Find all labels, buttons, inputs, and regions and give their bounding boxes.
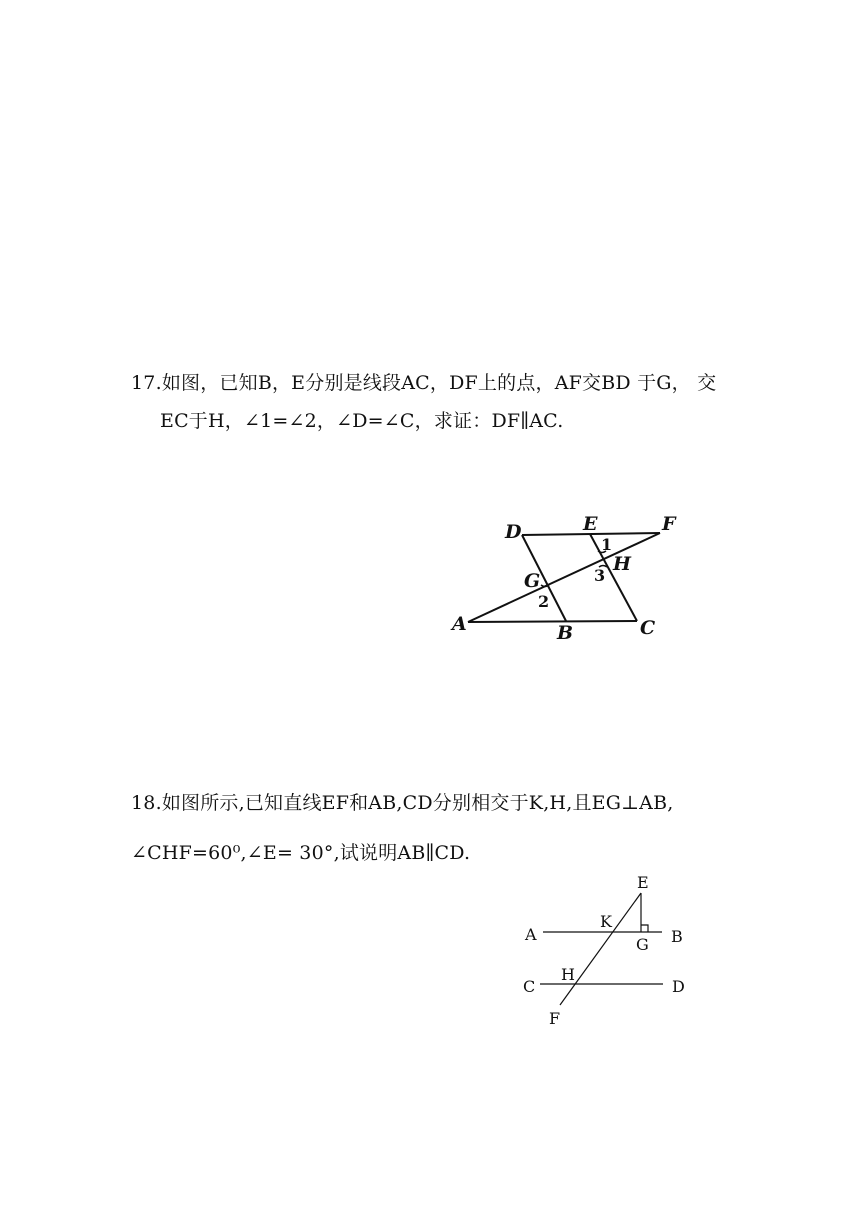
right-angle-mark (641, 925, 648, 932)
point-label-g: G (524, 570, 541, 592)
point-label-c: C (523, 977, 536, 996)
angle-label-1: 1 (601, 535, 613, 554)
point-label-h: H (561, 965, 575, 984)
point-label-b: B (671, 927, 683, 946)
point-label-e: E (583, 513, 598, 535)
question-18-text-line-2: ∠CHF=60⁰,∠E= 30°,试说明AB∥CD. (131, 842, 471, 864)
line-ef (560, 893, 641, 1005)
point-label-f: F (662, 513, 676, 535)
point-label-h: H (613, 553, 631, 575)
angle-label-3: 3 (594, 566, 606, 585)
point-label-a: A (452, 613, 467, 635)
question-17-figure (440, 505, 690, 645)
point-label-d: D (505, 521, 522, 543)
question-17-text-line-2: EC于H，∠1=∠2，∠D=∠C，求证：DF∥AC. (160, 410, 564, 432)
question-17-text-line-1: 17.如图，已知B，E分别是线段AC，DF上的点，AF交BD 于G， 交 (131, 372, 717, 394)
angle-label-2: 2 (538, 592, 550, 611)
point-label-d: D (672, 977, 685, 996)
point-label-k: K (600, 912, 612, 931)
point-label-f: F (549, 1009, 561, 1028)
point-label-e: E (637, 873, 649, 892)
point-label-c: C (640, 617, 656, 639)
question-18-figure (515, 865, 695, 1035)
question-18-text-line-1: 18.如图所示,已知直线EF和AB,CD分别相交于K,H,且EG⊥AB, (131, 792, 674, 814)
point-label-a: A (525, 925, 537, 944)
segment-ac (468, 621, 637, 622)
point-label-b: B (557, 622, 574, 644)
point-label-g: G (636, 935, 649, 954)
